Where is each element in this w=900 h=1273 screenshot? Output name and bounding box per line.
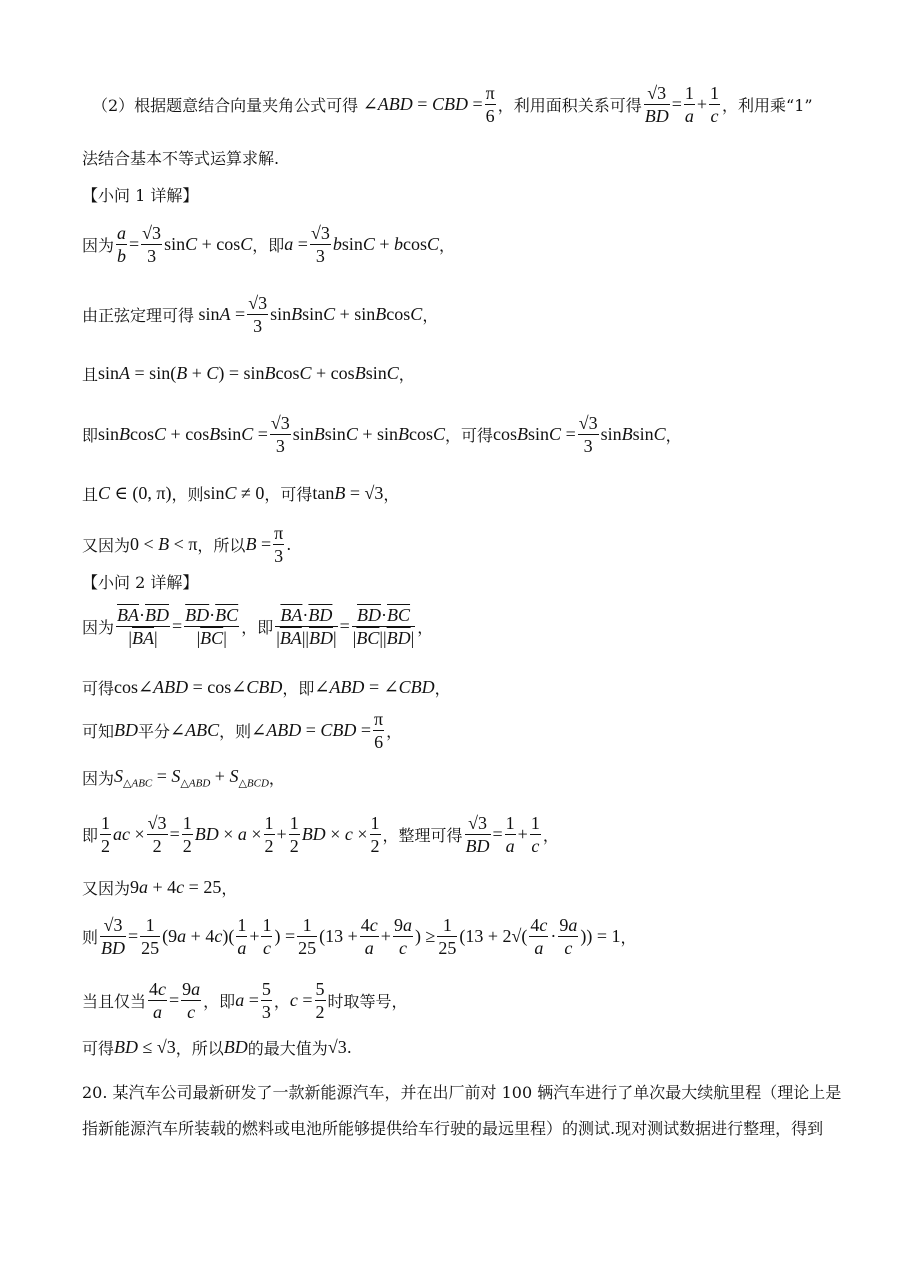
q2-line-3: 可知 BD 平分 ∠ABC ，则 ∠ABD = CBD = $\frac{\pi}{6}$ ， — [82, 709, 403, 752]
q1-line-4: 即 sinBcosC + cosBsinC = $\frac{√3}{3}$ sinBsinC + sinBcosC ，可得 cosBsinC = $\frac{√3}{3}$ sinBsinC ， — [82, 413, 682, 456]
q2-line-4: 因为 $S_{\triangle ABC} = S_{\triangle ABD} + S_{\triangle BCD}$ ， — [82, 766, 285, 790]
hint-line-2: 法结合基本不等式运算求解. — [82, 149, 280, 168]
q1-line-6: 又因为 0 < B < π ，所以 B = $\frac{\pi}{3}$ . — [82, 523, 292, 566]
q2-line-7: 则 $\frac{√3}{BD}$ = $\frac{1}{25}$ (9a + 4c)( $\frac{1}{a}$ + $\frac{1}{c}$ ) = $\frac{1}{25}$ (13 + $\frac{4c}{a}$ + $\frac{9a}{c}$ ) ≥ $\frac{1}{25}$ (13 + 2√( $\frac{4c}{a}$ · $\frac{9a}{c}$ )) = 1 ， — [82, 915, 637, 958]
q2-line-1: 因为 $\frac{\overline{BA}\cdot\overline{BD}}{|\overline{BA}|}$ = $\frac{\overline{BD}\cdot\overline{BC}}{|\overline{BC}|}$ ，即 $\frac{\overline{BA}\cdot\overline{BD}}{|\overline{BA}||\overline{BD}|}$ = $\frac{\overline{BD}\cdot\overline{BC}}{|\overline{BC}||\overline{BD}|}$ ， — [82, 605, 434, 648]
q2-line-8: 当且仅当 $\frac{4c}{a}$ = $\frac{9a}{c}$ ，即 a = $\frac{5}{3}$ ， c = $\frac{5}{2}$ 时取等号， — [82, 979, 408, 1022]
problem-20-line-1: 20. 某汽车公司最新研发了一款新能源汽车，并在出厂前对 100 辆汽车进行了单次最大续航里程（理论上是 — [82, 1083, 842, 1102]
q2-line-9: 可得 BD ≤ √3 ，所以 BD 的最大值为 √3 . — [82, 1037, 352, 1058]
q2-line-2: 可得 cos∠ABD = cos∠CBD ，即 ∠ABD = ∠CBD ， — [82, 677, 451, 698]
q1-line-5: 且 C ∈ (0, π) ，则 sinC ≠ 0 ，可得 tanB = √3 ， — [82, 483, 400, 504]
q2-title: 【小问 2 详解】 — [82, 573, 199, 592]
q1-line-1: 因为 $\frac{a}{b}$ = $\frac{√3}{3}$ sinC + cosC ，即 a = $\frac{√3}{3}$ bsinC + bcosC ， — [82, 223, 456, 266]
q1-line-2: 由正弦定理可得 sinA = $\frac{√3}{3}$ sinBsinC + sinBcosC ， — [82, 293, 439, 336]
q2-line-6: 又因为 9a + 4c = 25 ， — [82, 877, 238, 898]
problem-20-line-2: 指新能源汽车所装载的燃料或电池所能够提供给车行驶的最远里程）的测试.现对测试数据进行整理，得到 — [82, 1119, 824, 1138]
hint-line-1: （2）根据题意结合向量夹角公式可得 ∠ABD = CBD = $\frac{\pi}{6}$ ，利用面积关系可得 $\frac{√3}{BD}$ = $\frac{1}{a}$ + $\frac{1}{c}$ ，利用乘“1” — [92, 83, 813, 126]
q1-line-3: 且 sinA = sin(B + C) = sinBcosC + cosBsinC ， — [82, 363, 415, 384]
q2-line-5: 即 $\frac{1}{2}$ ac × $\frac{√3}{2}$ = $\frac{1}{2}$ BD × a × $\frac{1}{2}$ + $\frac{1}{2}$ BD × c × $\frac{1}{2}$ ，整理可得 $\frac{√3}{BD}$ = $\frac{1}{a}$ + $\frac{1}{c}$ ， — [82, 813, 559, 856]
q1-title: 【小问 1 详解】 — [82, 186, 199, 205]
